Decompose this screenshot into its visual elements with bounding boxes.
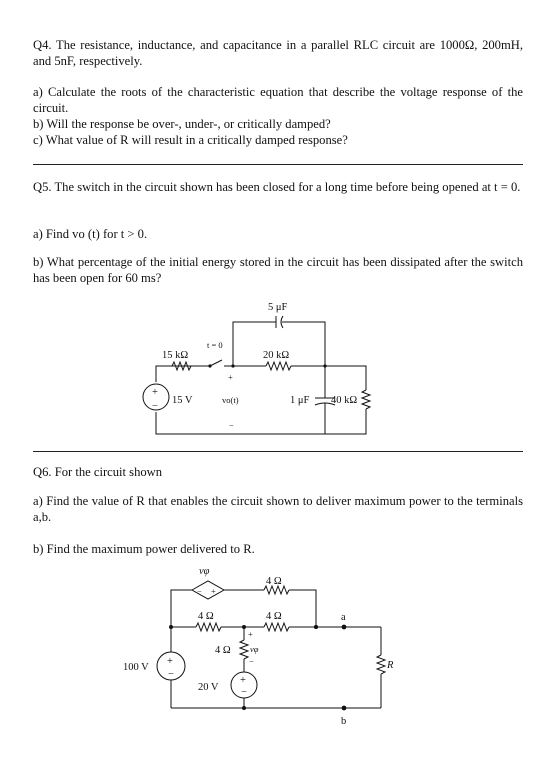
resistor-40k-label: 40 kΩ [331, 395, 358, 406]
v20-plus: + [240, 675, 246, 686]
source-plus: + [152, 387, 158, 398]
vo-label: vo(t) [222, 395, 239, 405]
source-minus: − [152, 401, 158, 412]
source-100v-label: 100 V [123, 662, 149, 673]
terminal-a-label: a [341, 612, 346, 623]
dep-plus: + [211, 586, 216, 596]
vphi-minus: − [249, 656, 254, 666]
q4-part-a: a) Calculate the roots of the characteristic equation that describe the voltage response of the circuit. [33, 85, 523, 115]
resistor-left-label: 4 Ω [198, 611, 214, 622]
load-resistor-label: R [387, 660, 394, 671]
capacitor-5uf-label: 5 μF [268, 302, 288, 313]
dependent-source-label: vφ [199, 566, 210, 577]
resistor-top-label: 4 Ω [266, 576, 282, 587]
vo-minus: − [229, 420, 234, 430]
v100-plus: + [167, 656, 173, 667]
terminal-a-node [342, 625, 347, 630]
switch-time-label: t = 0 [207, 340, 223, 350]
q4-part-b: b) Will the response be over-, under-, or critically damped? [33, 117, 331, 131]
q4-stem: Q4. The resistance, inductance, and capacitance in a parallel RLC circuit are 1000Ω, 200mH, and 5nF, respectively. [33, 38, 523, 68]
source-20v-label: 20 V [198, 682, 219, 693]
source-15v-label: 15 V [172, 395, 193, 406]
q5-part-b: b) What percentage of the initial energy stored in the circuit has been dissipated after the switch has been open for 60 ms? [33, 255, 523, 285]
resistor-vertical-label: 4 Ω [215, 645, 231, 656]
q5-part-a: a) Find vo (t) for t > 0. [33, 227, 148, 241]
q4-part-c: c) What value of R will result in a critically damped response? [33, 133, 348, 147]
capacitor-1uf-label: 1 μF [290, 395, 310, 406]
vo-plus: + [228, 372, 233, 382]
resistor-20k-label: 20 kΩ [263, 350, 290, 361]
resistor-mid-label: 4 Ω [266, 611, 282, 622]
q6-stem: Q6. For the circuit shown [33, 465, 163, 479]
vphi-label: vφ [250, 644, 259, 654]
q6-part-b: b) Find the maximum power delivered to R. [33, 542, 255, 556]
resistor-15k-label: 15 kΩ [162, 350, 189, 361]
v20-minus: − [241, 687, 247, 698]
vphi-plus: + [248, 629, 253, 639]
dep-minus: − [197, 586, 202, 596]
q6-part-a: a) Find the value of R that enables the circuit shown to deliver maximum power to the terminals a,b. [33, 494, 523, 524]
terminal-b-node [342, 706, 347, 711]
terminal-b-label: b [341, 716, 347, 727]
q5-stem: Q5. The switch in the circuit shown has been closed for a long time before being opened at t = 0. [33, 180, 521, 194]
v100-minus: − [168, 669, 174, 680]
